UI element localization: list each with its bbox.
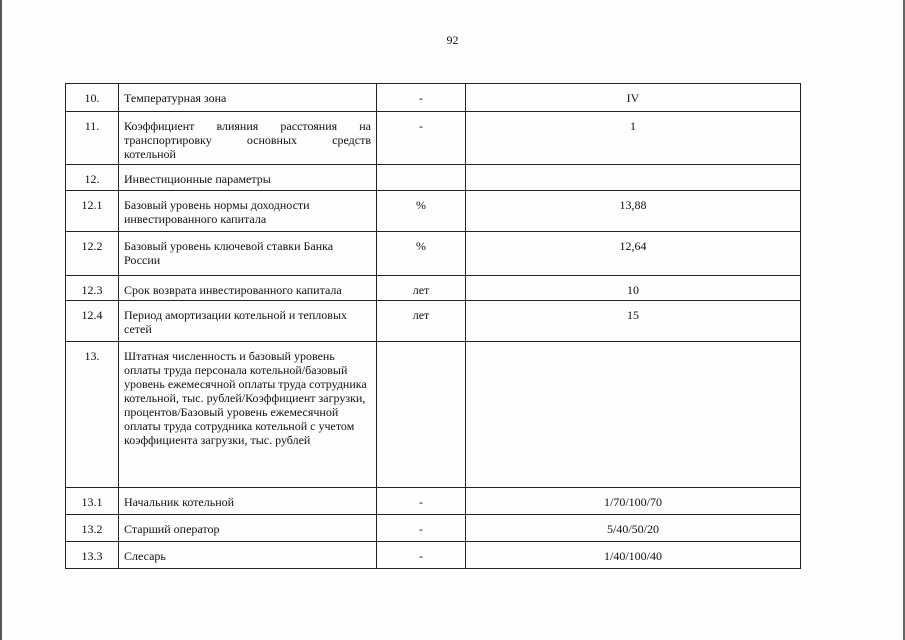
value: 5/40/50/20 — [466, 515, 801, 542]
table-row — [66, 488, 801, 515]
table-row — [66, 342, 801, 488]
table-row — [66, 84, 801, 112]
value: 15 — [466, 301, 801, 342]
table-row — [66, 515, 801, 542]
parameter-name: Базовый уровень нормы доходности инвестированного капитала — [119, 191, 377, 232]
parameter-name: Старший оператор — [119, 515, 377, 542]
unit: - — [377, 542, 466, 569]
value: 10 — [466, 276, 801, 301]
parameter-name: Период амортизации котельной и тепловых сетей — [119, 301, 377, 342]
unit: - — [377, 112, 466, 165]
value: 1 — [466, 112, 801, 165]
row-number: 13.2 — [66, 515, 119, 542]
row-number: 11. — [66, 112, 119, 165]
unit — [377, 342, 466, 488]
parameter-name: Инвестиционные параметры — [119, 165, 377, 191]
row-number: 13. — [66, 342, 119, 488]
parameter-name-line: Коэффициент влияния расстояния на транспортировку основных средств — [124, 119, 371, 147]
parameter-name: Базовый уровень ключевой ставки Банка России — [119, 232, 377, 276]
row-number: 12.2 — [66, 232, 119, 276]
table-row — [66, 232, 801, 276]
scan-left-edge — [0, 0, 2, 640]
value — [466, 165, 801, 191]
parameter-name: Штатная численность и базовый уровень оплаты труда персонала котельной/базовый уровень ежемесячной оплаты труда сотрудника котельной, тыс. рублей/Коэффициент загрузки, процентов/Базовый уровень ежемесячной оплаты труда сотрудника котельной с учетом коэффициента загрузки, тыс. рублей — [119, 342, 377, 488]
row-number: 12.3 — [66, 276, 119, 301]
row-number: 13.3 — [66, 542, 119, 569]
unit: % — [377, 191, 466, 232]
page-number: 92 — [446, 33, 459, 47]
value: 12,64 — [466, 232, 801, 276]
row-number: 13.1 — [66, 488, 119, 515]
parameters-table-body — [66, 84, 801, 569]
value: 13,88 — [466, 191, 801, 232]
table-row — [66, 191, 801, 232]
table-row — [66, 165, 801, 191]
table-row — [66, 542, 801, 569]
parameters-table — [65, 83, 801, 569]
unit — [377, 165, 466, 191]
table-row — [66, 276, 801, 301]
value: 1/40/100/40 — [466, 542, 801, 569]
parameter-name: Срок возврата инвестированного капитала — [119, 276, 377, 301]
unit: - — [377, 84, 466, 112]
unit: - — [377, 515, 466, 542]
value: IV — [466, 84, 801, 112]
parameter-name-line: котельной — [124, 147, 176, 161]
table-row — [66, 112, 801, 165]
row-number: 12. — [66, 165, 119, 191]
value: 1/70/100/70 — [466, 488, 801, 515]
parameter-name: Слесарь — [119, 542, 377, 569]
parameter-name: Начальник котельной — [119, 488, 377, 515]
parameter-name: Температурная зона — [119, 84, 377, 112]
parameter-name — [119, 112, 377, 165]
row-number: 10. — [66, 84, 119, 112]
table-row — [66, 301, 801, 342]
unit: лет — [377, 301, 466, 342]
unit: - — [377, 488, 466, 515]
row-number: 12.4 — [66, 301, 119, 342]
row-number: 12.1 — [66, 191, 119, 232]
value — [466, 342, 801, 488]
unit: % — [377, 232, 466, 276]
unit: лет — [377, 276, 466, 301]
